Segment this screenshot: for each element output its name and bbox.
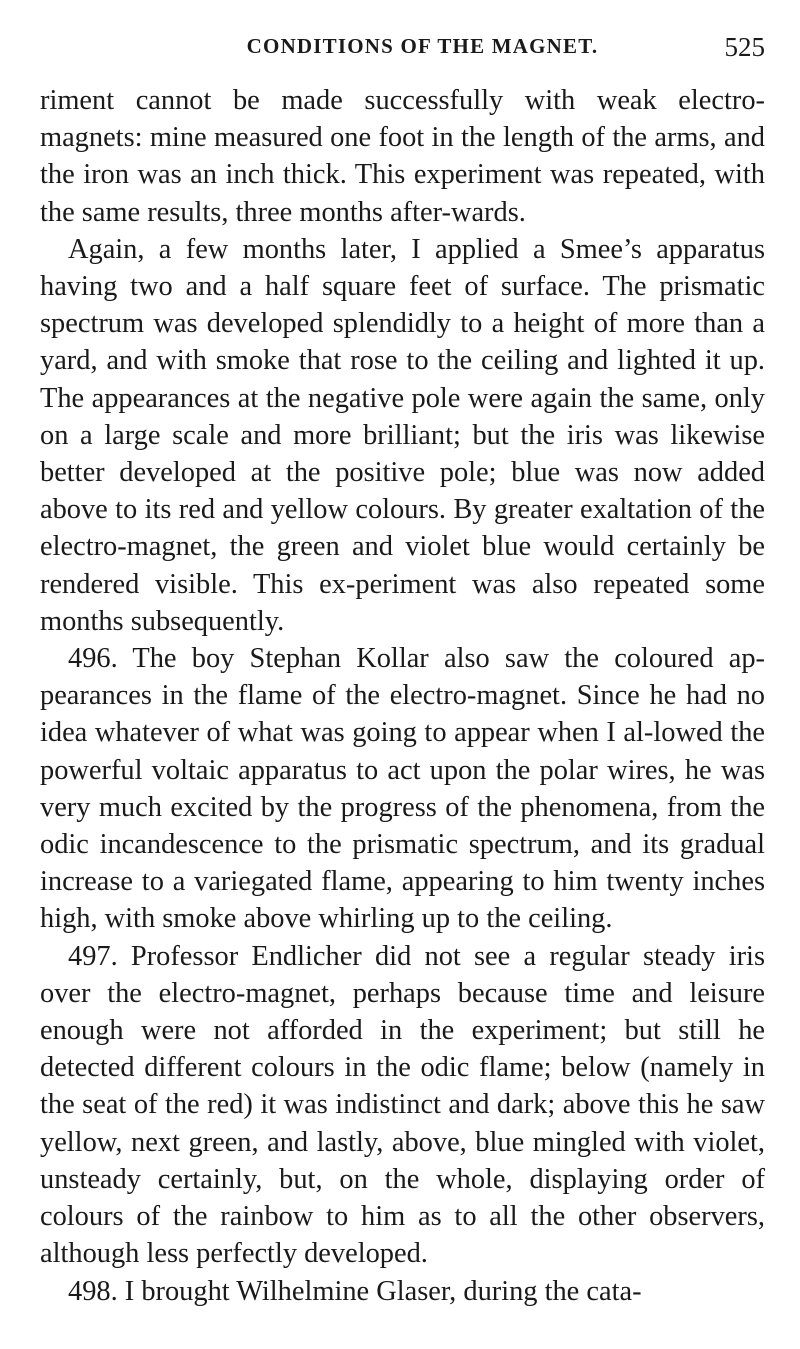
body-text (40, 82, 765, 1310)
paragraph-continuation: riment cannot be made successfully with weak electro-magnets: mine measured one foot in the length of the arms, and the iron was an inch thick. This experiment was repeated, with the same results, three months after-wards. (40, 85, 765, 228)
book-page (40, 32, 765, 1310)
running-title: CONDITIONS OF THE MAGNET. (246, 34, 599, 58)
paragraph-497: 497. Professor Endlicher did not see a regular steady iris over the electro-magnet, perhaps because time and leisure enough were not afforded in the experiment; but still he detected different colours in the odic flame; below (namely in the seat of the red) it was indistinct and dark; above this he saw yellow, next green, and lastly, above, blue mingled with violet, unsteady certainly, but, on the whole, displaying order of colours of the rainbow to him as to all the other observers, although less perfectly developed. (40, 940, 765, 1270)
page-number: 525 (724, 32, 765, 62)
paragraph-smee-apparatus: Again, a few months later, I applied a Smee’s apparatus having two and a half square feet of surface. The prismatic spectrum was developed splendidly to a height of more than a yard, and with smoke that rose to the ceiling and lighted it up. The appearances at the negative pole were again the same, only on a large scale and more brilliant; but the iris was likewise better developed at the positive pole; blue was now added above to its red and yellow colours. By greater exaltation of the electro-magnet, the green and violet blue would certainly be rendered visible. This ex-periment was also repeated some months subsequently. (40, 233, 765, 637)
paragraph-496: 496. The boy Stephan Kollar also saw the coloured ap-pearances in the flame of the electro-magnet. Since he had no idea whatever of what was going to appear when I al-lowed the powerful voltaic apparatus to act upon the polar wires, he was very much excited by the progress of the phenomena, from the odic incandescence to the prismatic spectrum, and its gradual increase to a variegated flame, appearing to him twenty inches high, with smoke above whirling up to the ceiling. (40, 643, 765, 935)
paragraph-498: 498. I brought Wilhelmine Glaser, during the cata- (68, 1275, 642, 1307)
running-head (40, 32, 765, 66)
